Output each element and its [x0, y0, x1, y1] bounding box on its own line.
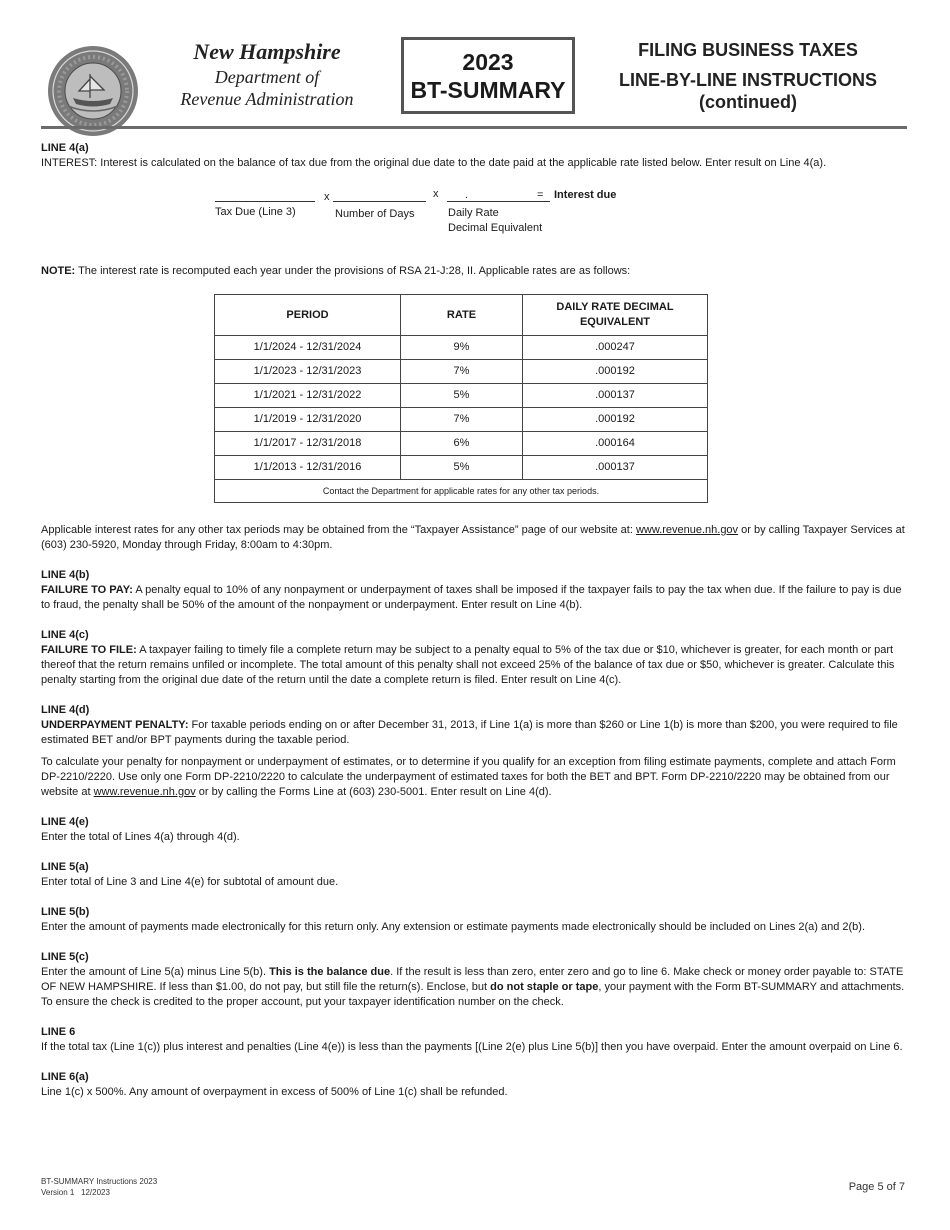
- note-text: The interest rate is recomputed each year under the provisions of RSA 21-J:28, II. Applicable rates are as follows:: [75, 265, 631, 277]
- interest-formula: [41, 187, 907, 250]
- dept-line-1: Department of: [214, 67, 320, 87]
- state-name: New Hampshire: [193, 39, 341, 64]
- period-cell: 1/1/2024 - 12/31/2024: [215, 336, 401, 360]
- text-part-1: Enter the amount of Line 5(a) minus Line 5(b).: [41, 966, 270, 978]
- footer-version: Version 1 12/2023: [41, 1188, 110, 1197]
- period-cell: 1/1/2019 - 12/31/2020: [215, 408, 401, 432]
- balance-due-emphasis: This is the balance due: [269, 966, 391, 978]
- section-line-5c: [41, 950, 907, 1010]
- interest-rate-table: [214, 294, 708, 503]
- footer-doc-info: [41, 1176, 157, 1198]
- tax-due-blank: [215, 187, 315, 202]
- section-heading: LINE 4(b): [41, 569, 90, 581]
- section-heading: LINE 4(d): [41, 704, 90, 716]
- other-rates-text: [41, 523, 907, 553]
- days-label: Number of Days: [335, 208, 415, 220]
- multiply-sign-1: x: [324, 191, 330, 203]
- para2-text-a: To calculate your penalty for nonpayment or underpayment of estimates, or to determine if you qualify for an exception from filing estimate payments, complete and attach Form DP-2210/2220. Use only one Form DP-2210/2220 to calculate the underpayment of estimated taxes for both the BET and BPT. Form DP-2210/2220 may be obtained from our website at: [41, 756, 896, 798]
- equals-sign: =: [537, 189, 544, 201]
- header-divider: [41, 126, 907, 129]
- section-line-6: [41, 1025, 907, 1055]
- section-heading: LINE 6: [41, 1026, 76, 1038]
- daily-rate-cell: .000192: [523, 360, 708, 384]
- interest-due-label: Interest due: [554, 189, 617, 201]
- rate-blank: [447, 187, 550, 202]
- rate-note: [41, 264, 907, 279]
- days-blank: [333, 187, 426, 202]
- section-text-2: [41, 755, 907, 800]
- col-rate: RATE: [401, 295, 523, 336]
- daily-rate-cell: .000192: [523, 408, 708, 432]
- section-text: Enter total of Line 3 and Line 4(e) for subtotal of amount due.: [41, 876, 339, 888]
- period-cell: 1/1/2023 - 12/31/2023: [215, 360, 401, 384]
- section-bold-label: FAILURE TO PAY:: [41, 584, 133, 596]
- section-text: [41, 718, 907, 748]
- section-body: For taxable periods ending on or after December 31, 2013, if Line 1(a) is more than $260 or Line 1(b) is more than $200, you were required to file estimated BET and/or BPT payments during the taxable period.: [41, 719, 898, 746]
- section-line-4a: [41, 141, 907, 503]
- table-footnote-row: [215, 480, 708, 503]
- rate-cell: 7%: [401, 408, 523, 432]
- dept-line-2: Revenue Administration: [180, 89, 354, 109]
- section-text: INTEREST: Interest is calculated on the balance of tax due from the original due date to the date paid at the applicable rate listed below. Enter result on Line 4(a).: [41, 157, 827, 169]
- section-body: A taxpayer failing to timely file a complete return may be subject to a penalty equal to 5% of the tax due or $10, whichever is greater, for each month or part thereof that the return remains unfiled or incomplete. The total amount of this penalty shall not exceed 25% of the balance of tax due or $50, whichever is greater. Calculate this penalty starting from the original due date of the return until the date a complete return is filed. Enter result on Line 4(c).: [41, 644, 895, 686]
- period-cell: 1/1/2017 - 12/31/2018: [215, 432, 401, 456]
- rate-cell: 7%: [401, 360, 523, 384]
- table-row: [215, 432, 708, 456]
- col-daily-rate: [523, 295, 708, 336]
- section-body: A penalty equal to 10% of any nonpayment or underpayment of taxes shall be imposed if the taxpayer fails to pay the tax when due. If the failure to pay is due to fraud, the penalty shall be 50% of the amount of the nonpayment or underpayment. Enter result on Line 4(b).: [41, 584, 902, 611]
- daily-rate-cell: .000137: [523, 456, 708, 480]
- footer-doc-name: BT-SUMMARY Instructions 2023: [41, 1177, 158, 1186]
- form-id-box: [401, 37, 575, 114]
- section-text: [41, 583, 907, 613]
- multiply-sign-2: x: [433, 188, 439, 200]
- daily-rate-cell: .000137: [523, 384, 708, 408]
- daily-rate-label: Daily Rate: [448, 207, 499, 219]
- text-part-3: , your payment with the Form BT-SUMMARY and attachments. To ensure the check is credited to the proper account, put your taxpayer identification number on the check.: [41, 981, 905, 1008]
- section-text: Enter the amount of payments made electronically for this return only. Any extension or estimate payments made electronically should be included on Lines 2(a) and 2(b).: [41, 921, 866, 933]
- section-heading: LINE 5(c): [41, 951, 89, 963]
- state-seal-icon: [46, 44, 140, 138]
- decimal-point: .: [465, 189, 469, 201]
- daily-rate-cell: .000247: [523, 336, 708, 360]
- document-title: [598, 38, 898, 112]
- rate-cell: 6%: [401, 432, 523, 456]
- website-link[interactable]: www.revenue.nh.gov: [93, 786, 196, 798]
- section-heading: LINE 4(c): [41, 629, 89, 641]
- section-heading: LINE 6(a): [41, 1071, 89, 1083]
- section-text: Line 1(c) x 500%. Any amount of overpayment in excess of 500% of Line 1(c) shall be refunded.: [41, 1086, 508, 1098]
- section-text: [41, 965, 907, 1010]
- section-text: [41, 643, 907, 688]
- page-number: Page 5 of 7: [848, 1181, 905, 1193]
- section-line-4c: [41, 628, 907, 688]
- section-heading: LINE 5(b): [41, 906, 90, 918]
- section-heading: LINE 4(e): [41, 816, 89, 828]
- rate-cell: 5%: [401, 456, 523, 480]
- section-line-5a: [41, 860, 907, 890]
- daily-rate-cell: .000164: [523, 432, 708, 456]
- section-bold-label: FAILURE TO FILE:: [41, 644, 137, 656]
- table-header-row: [215, 295, 708, 336]
- section-line-4b: [41, 568, 907, 613]
- table-footnote: Contact the Department for applicable rates for any other tax periods.: [215, 480, 708, 503]
- agency-name: [158, 38, 376, 110]
- table-row: [215, 408, 708, 432]
- col-daily-rate-line-2: EQUIVALENT: [579, 316, 651, 328]
- other-rates-text-2: or by calling Taxpayer Services at (603) 230-5920, Monday through Friday, 8:00am to 4:30pm.: [41, 524, 905, 551]
- title-line-2: LINE-BY-LINE INSTRUCTIONS: [618, 70, 877, 90]
- note-label: NOTE:: [41, 265, 76, 277]
- table-row: [215, 384, 708, 408]
- title-line-3: (continued): [699, 92, 797, 112]
- section-line-5b: [41, 905, 907, 935]
- table-row: [215, 360, 708, 384]
- section-text: If the total tax (Line 1(c)) plus interest and penalties (Line 4(e)) is less than the payments [(Line 2(e) plus Line 5(b)] then you have overpaid. Enter the amount overpaid on Line 6.: [41, 1041, 903, 1053]
- col-period: PERIOD: [215, 295, 401, 336]
- section-heading: LINE 4(a): [41, 142, 89, 154]
- para2-text-b: or by calling the Forms Line at (603) 230-5001. Enter result on Line 4(d).: [195, 786, 552, 798]
- title-line-1: FILING BUSINESS TAXES: [638, 40, 858, 60]
- period-cell: 1/1/2013 - 12/31/2016: [215, 456, 401, 480]
- table-row: [215, 456, 708, 480]
- section-line-4e: [41, 815, 907, 845]
- website-link[interactable]: www.revenue.nh.gov: [635, 524, 739, 536]
- table-row: [215, 336, 708, 360]
- col-daily-rate-line-1: DAILY RATE DECIMAL: [556, 301, 674, 313]
- other-rates-text-1: Applicable interest rates for any other tax periods may be obtained from the “Taxpayer Assistance” page of our website at:: [41, 524, 636, 536]
- section-text: Enter the total of Lines 4(a) through 4(d).: [41, 831, 240, 843]
- section-heading: LINE 5(a): [41, 861, 89, 873]
- period-cell: 1/1/2021 - 12/31/2022: [215, 384, 401, 408]
- section-line-6a: [41, 1070, 907, 1100]
- section-bold-label: UNDERPAYMENT PENALTY:: [41, 719, 189, 731]
- form-year: 2023: [462, 49, 514, 75]
- rate-cell: 5%: [401, 384, 523, 408]
- no-staple-emphasis: do not staple or tape: [490, 981, 599, 993]
- instructions-body: [41, 141, 907, 1115]
- decimal-equivalent-label: Decimal Equivalent: [448, 222, 543, 234]
- section-other-rates: [41, 523, 907, 553]
- section-line-4d: [41, 703, 907, 800]
- text-part-2: . If the result is less than zero, enter zero and go to line 6. Make check or money order payable to: STATE OF NEW HAMPSHIRE. If less than $1.00, do not pay, but still file the return(s). Enclose, but: [41, 966, 904, 993]
- form-name: BT-SUMMARY: [410, 77, 566, 103]
- rate-cell: 9%: [401, 336, 523, 360]
- tax-due-label: Tax Due (Line 3): [215, 206, 296, 218]
